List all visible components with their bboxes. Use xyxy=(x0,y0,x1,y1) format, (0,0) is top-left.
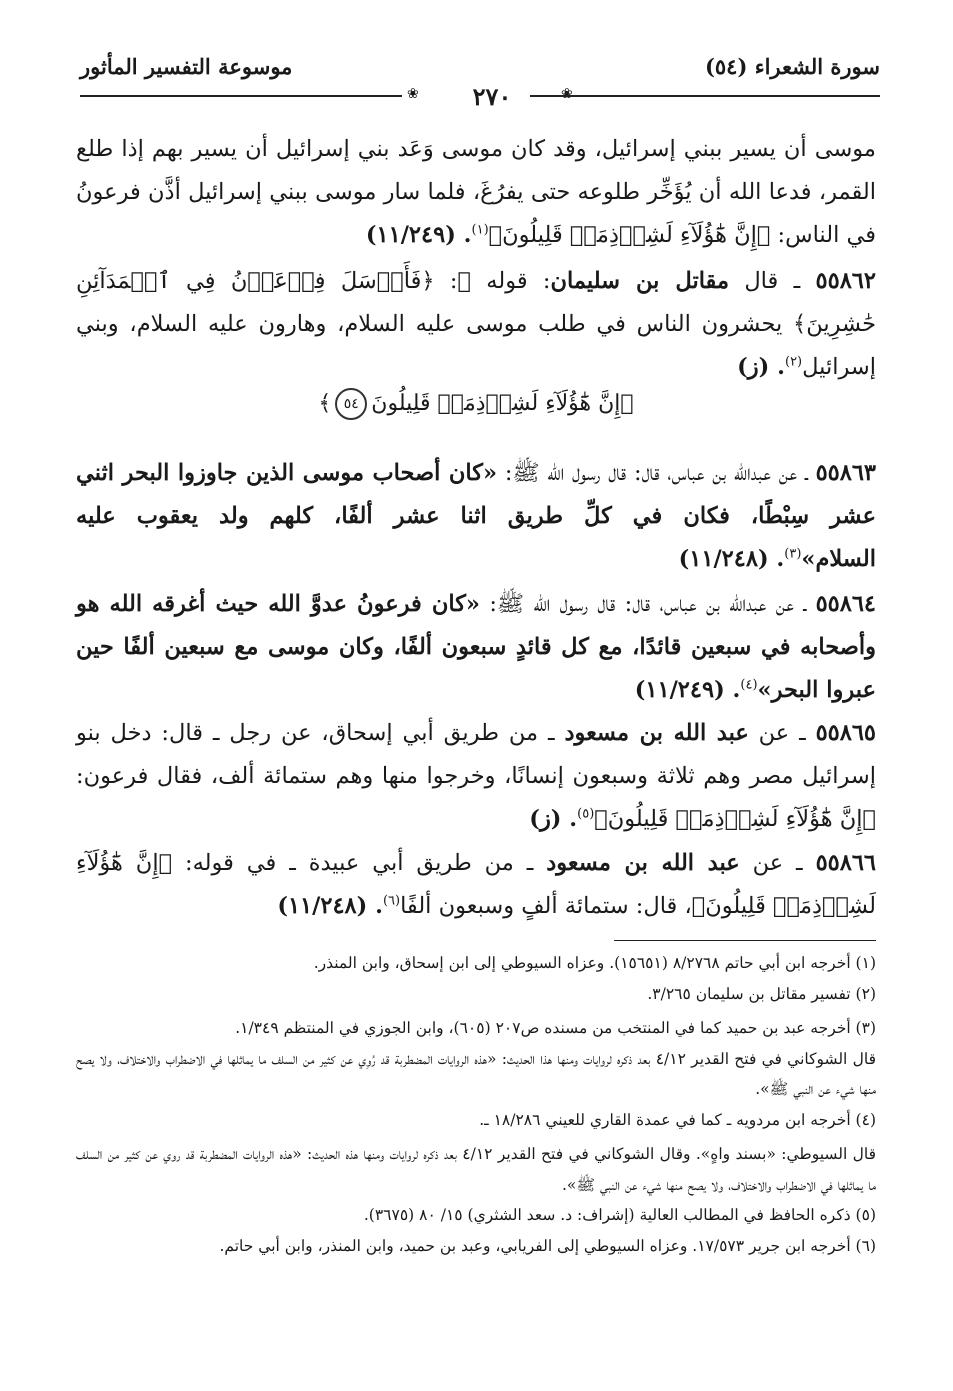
surah-title: سورة الشعراء (٥٤) xyxy=(704,54,880,79)
entry-intro: ـ عن عبدالله بن عباس، قال: قال رسول الله ﷺ: xyxy=(479,591,816,617)
verse-close: ﴾ xyxy=(318,391,332,416)
ornament-right-icon: ❀ xyxy=(561,86,573,102)
hadith-55864 xyxy=(76,583,876,712)
footnote: (٤) أخرجه ابن مردويه ـ كما في عمدة القاري للعيني ١٨/٢٨٦ ـ. xyxy=(479,1110,876,1129)
volume-reference: . (١١/٢٤٨) xyxy=(678,546,785,572)
book-title: موسوعة التفسير المأثور xyxy=(80,54,293,79)
footnote: قال الشوكاني في فتح القدير ٤/١٢ بعد ذكره لروايات ومنها هذا الحديث: «هذه الروايات المضطربة قد رُوِي عن كثير من السلف ما يماثلها في الاضطراب والاختلاف، ولا يصح منها شيء عن النبي ﷺ». xyxy=(76,1049,876,1098)
hadith-text: «كان أصحاب موسى الذين جاوزوا البحر اثني عشر سِبْطًا، فكان في كلِّ طريق اثنا عشر ألفًا، كلهم ولد يعقوب عليه السلام» xyxy=(76,460,876,572)
entry-text: يحشرون الناس في طلب موسى عليه السلام، وهارون عليه السلام، وبني إسرائيل xyxy=(76,311,876,380)
footnote-marker: (٢) xyxy=(784,354,803,370)
entry-intro: ـ عن xyxy=(748,720,816,746)
quran-quote: ﴿إِنَّ هَٰٓؤُلَآءِ لَشِرۡذِمَةٞ قَلِيلُونَ﴾ xyxy=(488,222,771,248)
header-rule-left xyxy=(80,95,402,97)
entry-number: ٥٥٨٦٦ xyxy=(815,850,876,876)
entry-55866 xyxy=(76,842,876,928)
entry-55865 xyxy=(76,712,876,841)
entry-number: ٥٥٨٦٣ xyxy=(815,460,876,486)
ornament-left-icon: ❀ xyxy=(407,86,419,102)
quran-quote: ﴿فَأَرۡسَلَ فِرۡعَوۡنُ فِي ٱلۡمَدَآئِنِ حَٰشِرِينَ﴾ xyxy=(76,268,876,337)
text-line: فرعونُ في الناس: xyxy=(76,179,876,248)
volume-reference: . (ز) xyxy=(529,806,578,832)
footnote-marker: (١) xyxy=(471,222,489,238)
narrator-name: عبد الله بن مسعود xyxy=(564,720,749,746)
entry-55862 xyxy=(76,260,876,389)
header-rule-right xyxy=(530,95,880,97)
volume-reference: . (١١/٢٤٨) xyxy=(277,893,383,919)
entry-number: ٥٥٨٦٥ xyxy=(815,720,877,746)
entry-number: ٥٥٨٦٤ xyxy=(815,591,876,617)
footnote-separator xyxy=(614,940,876,941)
footnote: قال السيوطي: «بسند واهٍ». وقال الشوكاني في فتح القدير ٤/١٢ بعد ذكره لروايات ومنها هذه الحديث: «هذه الروايات المضطربة قد روي عن كثير من السلف ما يماثلها في الاضطراب والاختلاف، ولا يصح منها شيء عن النبي ﷺ». xyxy=(76,1145,876,1194)
continued-paragraph xyxy=(76,128,876,257)
footnote-marker: (٤) xyxy=(740,677,758,693)
narrator-name: مقاتل بن سليمان xyxy=(550,268,729,294)
page-number: ٢٧٠ xyxy=(472,82,512,111)
entry-text: ، قال: ستمائة ألفٍ وسبعون ألفًا xyxy=(400,893,692,919)
verse-text: ﴿إِنَّ هَٰٓؤُلَآءِ لَشِرۡذِمَةٞ قَلِيلُونَ xyxy=(371,391,634,416)
ayah-number-icon: ٥٤ xyxy=(335,388,367,420)
hadith-text: «كان فرعونُ عدوَّ الله حيث أغرقه الله هو وأصحابه في سبعين قائدًا، مع كل قائدٍ سبعون ألفًا، وكان موسى مع سبعين ألفًا حين عبروا البحر» xyxy=(76,591,876,703)
quran-quote: ﴿إِنَّ هَٰٓؤُلَآءِ لَشِرۡذِمَةٞ قَلِيلُونَ﴾ xyxy=(594,806,876,832)
volume-reference: . (ز) xyxy=(737,354,785,380)
entry-text: : قوله ﷻ: xyxy=(434,268,551,294)
footnote-marker: (٦) xyxy=(382,893,401,909)
volume-reference: . (١١/٢٤٩) xyxy=(634,677,741,703)
text-line: القمر، فدعا الله أن يُؤَخِّر طلوعه حتى يفرُغَ، فلما سار موسى ببني إسرائيل أذَّن xyxy=(148,179,876,205)
footnote: (٣) أخرجه عبد بن حميد كما في المنتخب من مسنده ص٢٠٧ (٦٠٥)، وابن الجوزي في المنتظم ١/٣٤٩. xyxy=(235,1019,876,1037)
page-header xyxy=(80,52,880,112)
verse-heading xyxy=(76,388,876,420)
quran-quote: ﴿إِنَّ هَٰٓؤُلَآءِ لَشِرۡذِمَةٞ قَلِيلُونَ﴾ xyxy=(76,850,876,919)
narrator-name: عبد الله بن مسعود xyxy=(546,850,740,876)
entry-text: ـ من طريق أبي عبيدة ـ في قوله: xyxy=(172,850,547,876)
volume-reference: . (١١/٢٤٩) xyxy=(365,222,472,248)
footnote: (١) أخرجه ابن أبي حاتم ٨/٢٧٦٨ (١٥٦٥١). وعزاه السيوطي إلى ابن إسحاق، وابن المنذر. xyxy=(313,954,876,972)
text-line: موسى أن يسير ببني إسرائيل، وقد كان موسى وَعَد بني إسرائيل أن يسير بهم إذا طلع xyxy=(76,136,876,162)
footnote: (٥) ذكره الحافظ في المطالب العالية (إشراف: د. سعد الشثري) ١٥/ ٨٠ (٣٦٧٥). xyxy=(363,1206,876,1224)
entry-text: ـ من طريق أبي إسحاق، عن رجل ـ قال: دخل بنو إسرائيل مصر وهم ثلاثة وسبعون إنسانًا، وخرجوا منها وهم ستمائة ألف، فقال فرعون: xyxy=(76,720,876,789)
entry-intro: ـ عن عبدالله بن عباس، قال: قال رسول الله ﷺ: xyxy=(497,460,816,486)
entry-intro: ـ قال xyxy=(729,268,816,294)
hadith-55863 xyxy=(76,452,876,581)
footnote: (٢) تفسير مقاتل بن سليمان ٣/٢٦٥. xyxy=(647,984,876,1003)
footnote: (٦) أخرجه ابن جرير ١٧/٥٧٣. وعزاه السيوطي إلى الفريابي، وعبد بن حميد، وابن المنذر، وابن أبي حاتم. xyxy=(219,1236,876,1255)
footnotes xyxy=(76,948,876,1261)
entry-intro: ـ عن xyxy=(739,850,816,876)
entry-number: ٥٥٨٦٢ xyxy=(815,268,876,294)
footnote-marker: (٥) xyxy=(577,806,595,822)
footnote-marker: (٣) xyxy=(784,546,802,562)
